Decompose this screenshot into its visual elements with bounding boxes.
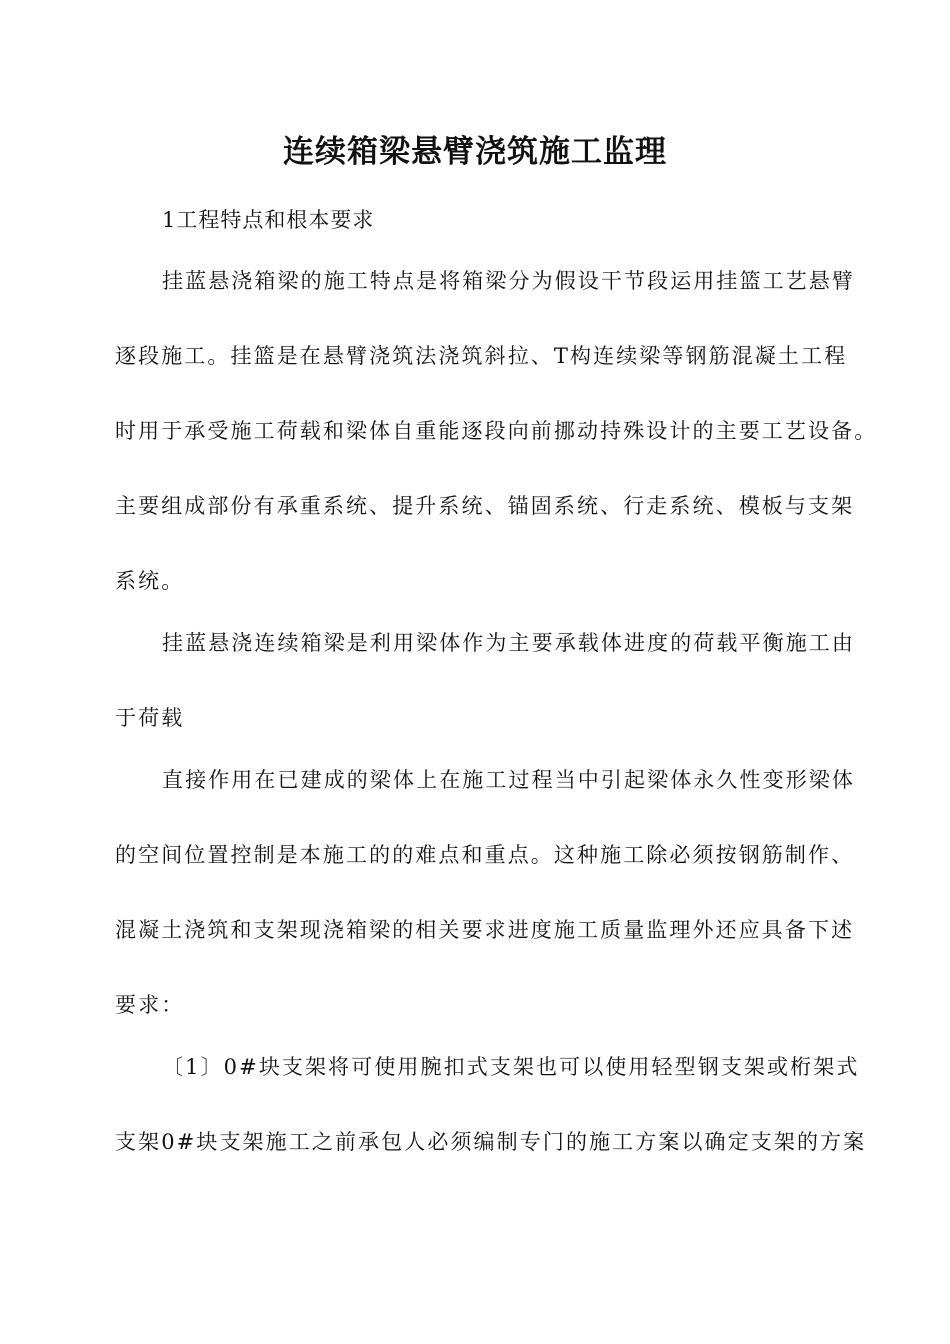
paragraph-line: 于荷载 [115, 706, 185, 730]
paragraph-line: 时用于承受施工荷载和梁体自重能逐段向前挪动持殊设计的主要工艺设备。 [115, 419, 878, 443]
paragraph-line: 逐段施工。挂篮是在悬臂浇筑法浇筑斜拉、T构连续梁等钢筋混凝土工程 [115, 344, 848, 368]
paragraph-line: 的空间位置控制是本施工的的难点和重点。这种施工除必须按钢筋制作、 [115, 843, 855, 867]
paragraph-line: 直接作用在已建成的梁体上在施工过程当中引起梁体永久性变形梁体 [162, 768, 855, 792]
paragraph-line: 系统。 [115, 569, 185, 593]
paragraph-line: 主要组成部份有承重系统、提升系统、锚固系统、行走系统、模板与支架 [115, 494, 855, 518]
paragraph-line: 支架0#块支架施工之前承包人必须编制专门的施工方案以确定支架的方案 [115, 1130, 867, 1154]
paragraph-line: 混凝土浇筑和支架现浇箱梁的相关要求进度施工质量监理外还应具备下述 [115, 918, 855, 942]
paragraph-line: 挂蓝悬浇连续箱梁是利用梁体作为主要承载体进度的荷载平衡施工由 [162, 631, 855, 655]
document-title: 连续箱梁悬臂浇筑施工监理 [283, 134, 667, 170]
paragraph-line: 挂蓝悬浇箱梁的施工特点是将箱梁分为假设干节段运用挂篮工艺悬臂 [162, 269, 855, 293]
paragraph-line: 要求： [115, 993, 185, 1017]
section-heading: 1工程特点和根本要求 [162, 208, 375, 232]
paragraph-line: 〔1〕0#块支架将可使用腕扣式支架也可以使用轻型钢支架或桁架式 [162, 1055, 860, 1079]
